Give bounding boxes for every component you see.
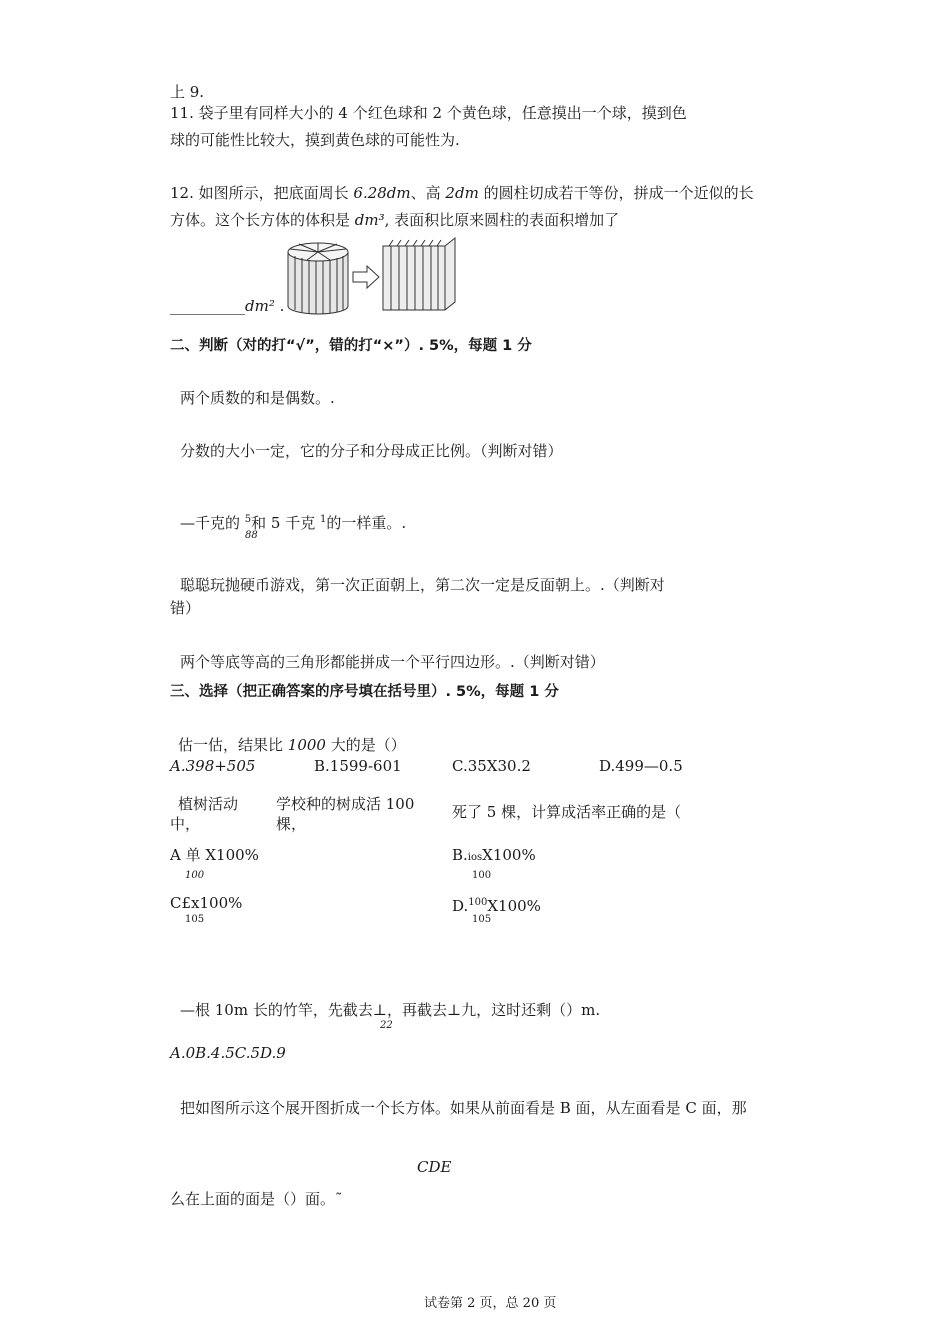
page-footer: 试卷第 2 页，总 20 页 xyxy=(424,1296,557,1311)
text: 棵， xyxy=(276,815,307,833)
judge-2: 分数的大小一定，它的分子和分母成正比例。（判断对错） xyxy=(180,442,563,460)
cylinder-to-cuboid-figure xyxy=(285,236,480,316)
section-2-heading: 二、判断（对的打“√”，错的打“×”）. 5%，每题 1 分 xyxy=(170,338,532,354)
text: B. xyxy=(452,846,468,864)
math: dm³ xyxy=(354,211,385,229)
text: X100% xyxy=(487,897,541,915)
text: 学校种的树成活 100 xyxy=(276,795,415,813)
text: —根 10m 长的竹竿，先截去 xyxy=(180,1001,373,1019)
choice-1-stem xyxy=(178,735,406,755)
text-line: 上 9. xyxy=(170,83,205,101)
question-11-line1: 11. 袋子里有同样大小的 4 个红色球和 2 个黄色球，任意摸出一个球，摸到色 xyxy=(170,104,687,122)
choice-2-option-a-denominator: 100 xyxy=(185,870,205,881)
math: dm² xyxy=(245,297,275,315)
question-11-line2: 球的可能性比较大，摸到黄色球的可能性为. xyxy=(170,131,460,149)
question-12-line1 xyxy=(170,183,754,203)
text: 中， xyxy=(170,815,201,833)
text: ，这时还剩（）m. xyxy=(476,1001,601,1019)
text: 大的是（） xyxy=(325,736,406,754)
fraction-numerator: 5 xyxy=(244,514,252,525)
text: 、高 xyxy=(410,184,446,202)
choice-2-cell-3: 死了 5 棵，计算成活率正确的是（ xyxy=(452,803,682,821)
text: D. xyxy=(452,897,469,915)
choice-2-option-b xyxy=(452,845,536,868)
text: 的一样重。. xyxy=(326,514,407,532)
question-12-line2 xyxy=(170,210,619,230)
text: . xyxy=(279,297,285,315)
text: ，再截去 xyxy=(386,1001,447,1019)
text: , 表面积比原来圆柱的表面积增加了 xyxy=(384,211,620,229)
judge-4-line1: 聪聪玩抛硬币游戏，第一次正面朝上，第二次一定是反面朝上。.（判断对 xyxy=(180,576,665,594)
answer-blank: __________ xyxy=(170,297,245,315)
judge-3 xyxy=(180,510,406,533)
question-12-line3 xyxy=(170,296,284,316)
choice-1-option-d: D.499—0.5 xyxy=(599,757,683,775)
choice-2-cell-1b xyxy=(170,814,200,834)
choice-1-option-b: B.1599-601 xyxy=(314,757,402,775)
choice-4-stem-line2: 么在上面的面是（）面。˜ xyxy=(170,1190,343,1208)
text: 的圆柱切成若干等份，拼成一个近似的长 xyxy=(478,184,754,202)
text: —千克的 xyxy=(180,514,245,532)
text: 植树活动 xyxy=(178,795,239,813)
choice-2-cell-2 xyxy=(276,794,414,834)
choice-2-option-d xyxy=(452,893,541,916)
math: 1000 xyxy=(287,736,326,754)
choice-2-option-b-denominator: 100 xyxy=(472,870,492,881)
choice-1-option-a: A.398+505 xyxy=(170,757,256,775)
judge-5: 两个等底等高的三角形都能拼成一个平行四边形。.（判断对错） xyxy=(180,653,605,671)
text: X100% xyxy=(482,846,536,864)
text: 和 5 千克 xyxy=(251,514,321,532)
fraction-numerator: 1 xyxy=(320,514,327,525)
choice-1-option-c: C.35X30.2 xyxy=(452,757,531,775)
math: 2dm xyxy=(445,184,479,202)
fraction-denominators: 88 xyxy=(245,530,258,541)
choice-2-option-a: A 单 X100% xyxy=(170,846,259,864)
net-figure-labels: CDE xyxy=(417,1158,452,1176)
choice-3-options: A.0B.4.5C.5D.9 xyxy=(170,1044,286,1062)
text: 方体。这个长方体的体积是 xyxy=(170,211,355,229)
fraction: ⊥九 xyxy=(446,1001,477,1019)
section-3-heading: 三、选择（把正确答案的序号填在括号里）. 5%，每题 1 分 xyxy=(170,684,559,700)
judge-4-line2: 错） xyxy=(170,599,201,617)
choice-3-denominator: 22 xyxy=(380,1020,393,1031)
judge-1: 两个质数的和是偶数。. xyxy=(180,389,335,407)
choice-2-option-c: C£x100% xyxy=(170,894,243,912)
text: ios xyxy=(467,852,483,863)
fraction-numerator: 100 xyxy=(468,897,488,908)
choice-2-cell-1 xyxy=(178,794,238,814)
choice-4-stem-line1: 把如图所示这个展开图折成一个长方体。如果从前面看是 B 面，从左面看是 C 面，那 xyxy=(180,1099,747,1117)
choice-2-option-c-denominator: 105 xyxy=(185,914,205,925)
choice-2-option-d-denominator: 105 xyxy=(472,914,492,925)
fraction: ⊥ xyxy=(372,1001,387,1019)
text: 估一估，结果比 xyxy=(178,736,288,754)
math: 6.28dm xyxy=(353,184,411,202)
text: 12. 如图所示，把底面周长 xyxy=(170,184,354,202)
